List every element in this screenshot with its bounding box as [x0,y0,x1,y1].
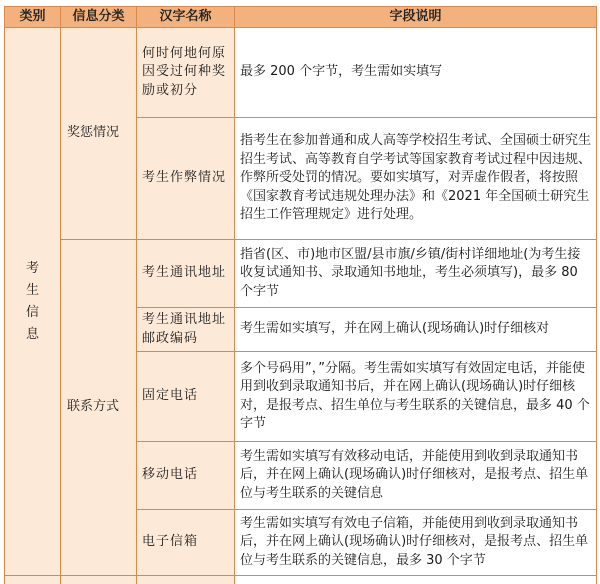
field-desc: 指考生在参加普通和成人高等学校招生考试、全国硕士研究生招生考试、高等教育自学考试等国家教育考试过程中因违规、作弊所受处罚的情况。要如实填写，对弄虚作假者，将按照《国家教育考试违规处理办法》和《2021 年全国硕士研究生招生工作管理规定》进行处理。 [235,118,597,240]
group-reward: 奖惩情况 [61,28,137,240]
table-row-cut-off [5,576,597,584]
cut-cell [137,576,235,584]
cut-cell [5,576,61,584]
table-row [5,240,597,308]
table-header-row [5,7,597,28]
field-desc: 多个号码用”，”分隔。考生需如实填写有效固定电话，并能使用到收到录取通知书后，并在网上确认(现场确认)时仔细核对，是报考点、招生单位与考生联系的关键信息，最多 40 个字节 [235,352,597,442]
field-desc: 考生需如实填写有效移动电话，并能使用到收到录取通知书后，并在网上确认(现场确认)时仔细核对，是报考点、招生单位与考生联系的关键信息 [235,442,597,510]
field-name: 移动电话 [137,442,235,510]
table-row [5,28,597,118]
field-name: 何时何地何原因受过何种奖励或初分 [137,28,235,118]
field-name: 固定电话 [137,352,235,442]
field-spec-table [4,6,597,584]
group-contact: 联系方式 [61,240,137,576]
field-name: 电子信箱 [137,510,235,576]
cut-cell [61,576,137,584]
header-field-desc: 字段说明 [235,7,597,28]
field-name: 考生作弊情况 [137,118,235,240]
cut-cell [235,576,597,584]
category-label: 考生信息 [26,258,40,346]
field-name: 考生通讯地址邮政编码 [137,308,235,352]
header-category: 类别 [5,7,61,28]
field-desc: 考生需如实填写，并在网上确认(现场确认)时仔细核对 [235,308,597,352]
header-info-class: 信息分类 [61,7,137,28]
field-desc: 指省(区、市)地市区盟/县市旗/乡镇/街村详细地址(为考生接收复试通知书、录取通知书地址，考生必须填写)，最多 80 个字节 [235,240,597,308]
field-name: 考生通讯地址 [137,240,235,308]
category-cell [5,28,61,576]
header-field-name: 汉字名称 [137,7,235,28]
field-desc: 最多 200 个字节，考生需如实填写 [235,28,597,118]
field-desc: 考生需如实填写有效电子信箱，并能使用到收到录取通知书后，并在网上确认(现场确认)时仔细核对，是报考点、招生单位与考生联系的关键信息，最多 30 个字节 [235,510,597,576]
